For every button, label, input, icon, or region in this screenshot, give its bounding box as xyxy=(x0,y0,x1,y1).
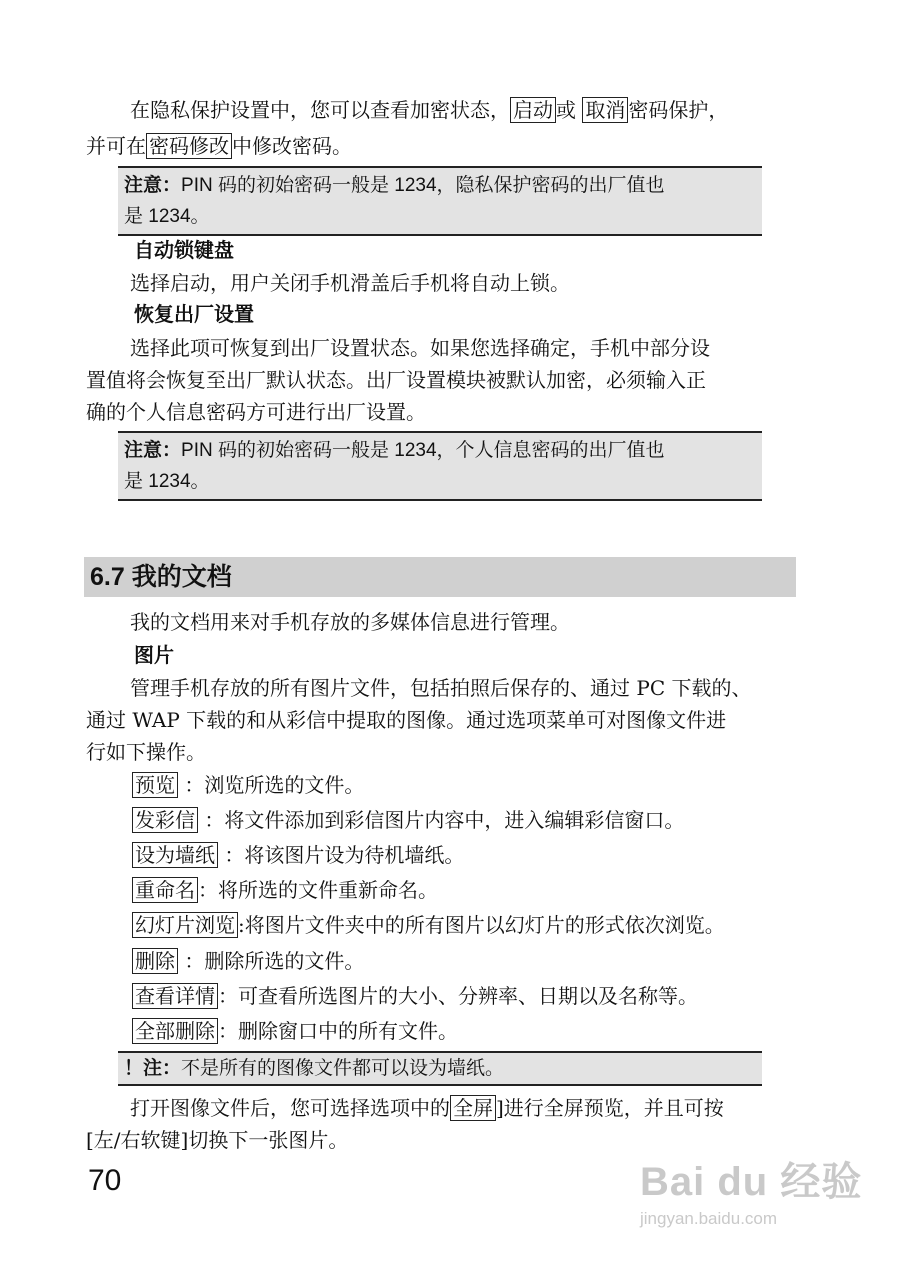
note-box-pin-privacy xyxy=(118,166,762,236)
pictures-heading: 图片 xyxy=(134,645,174,667)
pictures-text-line-3: 行如下操作。 xyxy=(86,740,206,764)
option-set-wallpaper xyxy=(132,841,464,869)
note-text: 不是所有的图像文件都可以设为墙纸。 xyxy=(181,1057,505,1079)
note-label: ！注： xyxy=(124,1057,182,1079)
section-intro: 我的文档用来对手机存放的多媒体信息进行管理。 xyxy=(130,610,570,634)
option-label: 设为墙纸 xyxy=(132,842,218,868)
closing-line-1 xyxy=(130,1094,724,1122)
autolock-text: 选择启动，用户关闭手机滑盖后手机将自动上锁。 xyxy=(130,271,570,295)
option-label: 重命名 xyxy=(132,877,198,903)
note-text: PIN 码的初始密码一般是 1234，个人信息密码的出厂值也 xyxy=(181,440,665,461)
option-delete-all xyxy=(132,1017,458,1045)
watermark-url: jingyan.baidu.com xyxy=(640,1209,778,1228)
password-change-option: 密码修改 xyxy=(146,133,232,159)
option-preview xyxy=(132,771,364,799)
note-label: 注意： xyxy=(124,174,182,196)
page-number: 70 xyxy=(88,1164,122,1197)
closing-line-2: [左/右软键]切换下一张图片。 xyxy=(86,1128,349,1152)
option-desc: ：将所选的文件重新命名。 xyxy=(198,878,438,902)
restore-text-line-1: 选择此项可恢复到出厂设置状态。如果您选择确定，手机中部分设 xyxy=(130,336,710,360)
option-label: 全部删除 xyxy=(132,1018,218,1044)
start-option: 启动 xyxy=(510,97,556,123)
note-box-wallpaper xyxy=(118,1051,762,1086)
text: 打开图像文件后，您可选择选项中的 xyxy=(130,1096,450,1120)
option-delete xyxy=(132,947,364,975)
option-desc: ：将该图片设为待机墙纸。 xyxy=(218,843,465,867)
privacy-paragraph-line-1 xyxy=(130,96,728,124)
option-desc: ：可查看所选图片的大小、分辨率、日期以及名称等。 xyxy=(218,984,698,1008)
restore-text-line-3: 确的个人信息密码方可进行出厂设置。 xyxy=(86,400,426,424)
option-view-details xyxy=(132,982,698,1010)
text: 在隐私保护设置中，您可以查看加密状态， xyxy=(130,98,510,122)
privacy-paragraph-line-2 xyxy=(86,132,352,160)
text: 中修改密码。 xyxy=(232,134,352,158)
cancel-option: 取消 xyxy=(582,97,628,123)
section-title: 6.7 我的文档 xyxy=(90,563,232,591)
option-label: 删除 xyxy=(132,948,178,974)
pictures-text-line-1: 管理手机存放的所有图片文件，包括拍照后保存的、通过 PC 下载的、 xyxy=(130,676,752,700)
restore-text-line-2: 置值将会恢复至出厂默认状态。出厂设置模块被默认加密，必须输入正 xyxy=(86,368,706,392)
restore-heading: 恢复出厂设置 xyxy=(134,304,254,326)
option-rename xyxy=(132,876,438,904)
option-label: 预览 xyxy=(132,772,178,798)
option-desc: ：浏览所选的文件。 xyxy=(178,773,365,797)
option-desc: :将图片文件夹中的所有图片以幻灯片的形式依次浏览。 xyxy=(238,913,725,937)
note-text: 是 1234。 xyxy=(124,206,210,227)
note-text: PIN 码的初始密码一般是 1234，隐私保护密码的出厂值也 xyxy=(181,175,665,196)
text: 密码保护， xyxy=(628,98,729,122)
note-text: 是 1234。 xyxy=(124,471,210,492)
option-desc: ：删除窗口中的所有文件。 xyxy=(218,1019,458,1043)
note-box-pin-personal xyxy=(118,431,762,501)
pictures-text-line-2: 通过 WAP 下载的和从彩信中提取的图像。通过选项菜单可对图像文件进 xyxy=(86,708,727,732)
option-label: 查看详情 xyxy=(132,983,218,1009)
watermark-brand: Bai du 经验 xyxy=(640,1160,863,1204)
option-label: 发彩信 xyxy=(132,807,198,833)
text: 并可在 xyxy=(86,134,146,158)
option-send-mms xyxy=(132,806,684,834)
fullscreen-option: 全屏 xyxy=(450,1095,496,1121)
note-label: 注意： xyxy=(124,439,182,461)
option-slideshow xyxy=(132,911,725,939)
option-desc: ：将文件添加到彩信图片内容中，进入编辑彩信窗口。 xyxy=(198,808,685,832)
baidu-jingyan-watermark xyxy=(640,1150,862,1229)
option-desc: ：删除所选的文件。 xyxy=(178,949,365,973)
autolock-heading: 自动锁键盘 xyxy=(134,240,234,262)
text: 或 xyxy=(556,98,576,122)
text: ]进行全屏预览，并且可按 xyxy=(496,1096,724,1120)
option-label: 幻灯片浏览 xyxy=(132,912,238,938)
